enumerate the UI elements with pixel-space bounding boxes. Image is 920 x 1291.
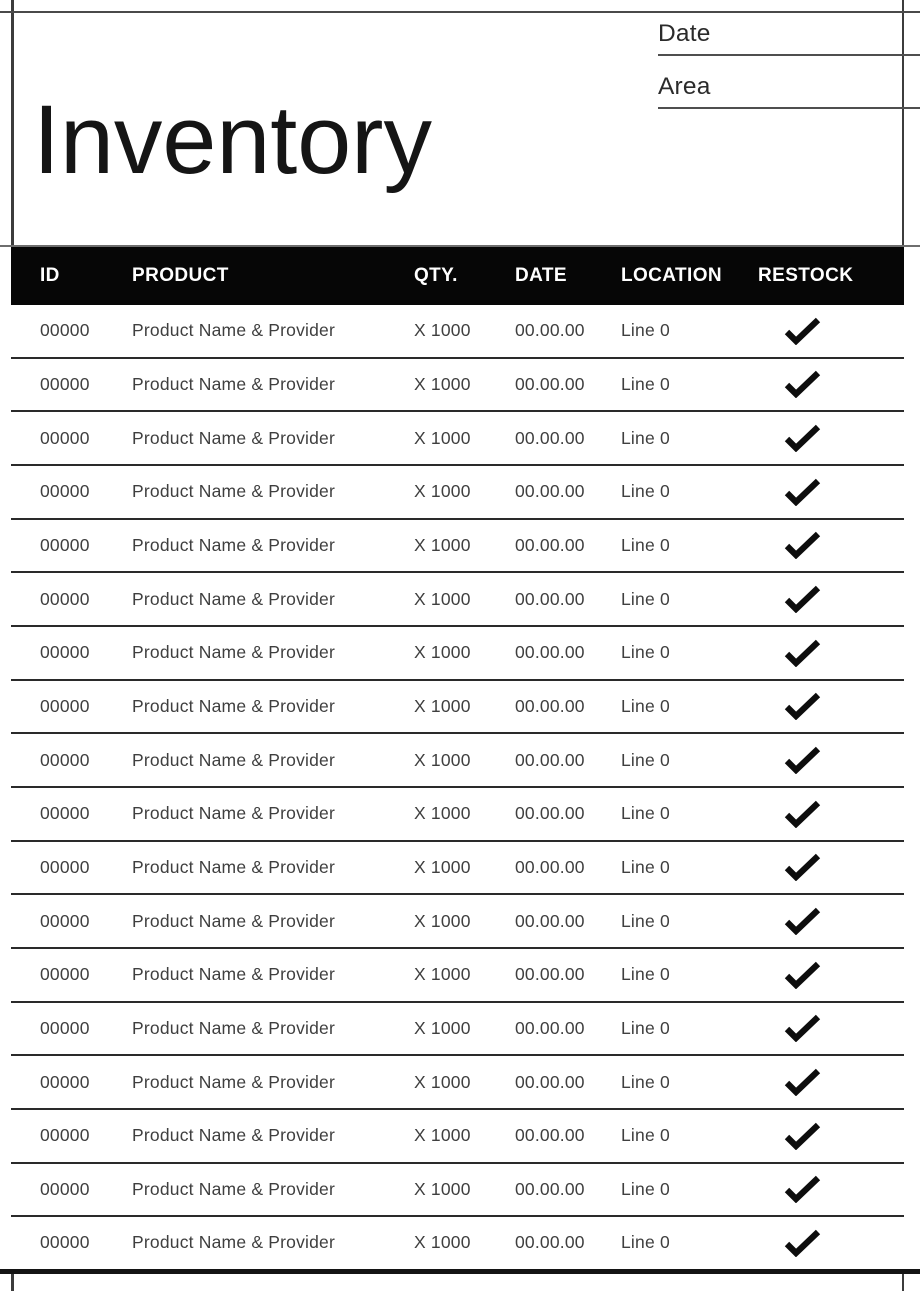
cell-qty: X 1000 [414, 910, 471, 931]
cell-restock[interactable] [758, 317, 904, 345]
table-row [11, 842, 904, 896]
cell-restock[interactable] [758, 746, 904, 774]
cell-id: 00000 [40, 1232, 90, 1253]
column-header-id: ID [40, 265, 60, 286]
cell-location: Line 0 [621, 1178, 670, 1199]
cell-restock[interactable] [758, 370, 904, 398]
table-row [11, 1217, 904, 1271]
cell-id: 00000 [40, 749, 90, 770]
cell-location: Line 0 [621, 910, 670, 931]
cell-location: Line 0 [621, 1071, 670, 1092]
cell-date: 00.00.00 [515, 856, 585, 877]
check-icon [784, 853, 821, 881]
cell-qty: X 1000 [414, 1232, 471, 1253]
cell-restock[interactable] [758, 1122, 904, 1150]
check-icon [784, 961, 821, 989]
cell-id: 00000 [40, 427, 90, 448]
cell-qty: X 1000 [414, 695, 471, 716]
cell-restock[interactable] [758, 692, 904, 720]
cell-location: Line 0 [621, 642, 670, 663]
cell-date: 00.00.00 [515, 373, 585, 394]
cell-qty: X 1000 [414, 320, 471, 341]
cell-restock[interactable] [758, 800, 904, 828]
cell-restock[interactable] [758, 1229, 904, 1257]
frame-line-top [0, 11, 920, 13]
column-header-qty: QTY. [414, 265, 458, 286]
date-field [658, 20, 920, 48]
cell-date: 00.00.00 [515, 964, 585, 985]
check-icon [784, 1122, 821, 1150]
cell-location: Line 0 [621, 1232, 670, 1253]
table-row [11, 681, 904, 735]
cell-date: 00.00.00 [515, 1017, 585, 1038]
table-row [11, 520, 904, 574]
cell-date: 00.00.00 [515, 481, 585, 502]
cell-id: 00000 [40, 373, 90, 394]
cell-restock[interactable] [758, 1068, 904, 1096]
check-icon [784, 1175, 821, 1203]
column-header-product: PRODUCT [132, 265, 229, 286]
cell-id: 00000 [40, 320, 90, 341]
cell-product: Product Name & Provider [132, 1071, 336, 1092]
cell-date: 00.00.00 [515, 749, 585, 770]
cell-qty: X 1000 [414, 534, 471, 555]
cell-qty: X 1000 [414, 1071, 471, 1092]
cell-product: Product Name & Provider [132, 856, 336, 877]
cell-qty: X 1000 [414, 749, 471, 770]
cell-product: Product Name & Provider [132, 910, 336, 931]
cell-qty: X 1000 [414, 964, 471, 985]
cell-qty: X 1000 [414, 1125, 471, 1146]
cell-id: 00000 [40, 910, 90, 931]
cell-product: Product Name & Provider [132, 1017, 336, 1038]
check-icon [784, 1068, 821, 1096]
check-icon [784, 639, 821, 667]
cell-location: Line 0 [621, 588, 670, 609]
cell-date: 00.00.00 [515, 534, 585, 555]
cell-id: 00000 [40, 1017, 90, 1038]
table-row [11, 1056, 904, 1110]
cell-restock[interactable] [758, 585, 904, 613]
cell-product: Product Name & Provider [132, 964, 336, 985]
cell-id: 00000 [40, 803, 90, 824]
cell-date: 00.00.00 [515, 1071, 585, 1092]
page-title: Inventory [33, 85, 432, 194]
check-icon [784, 800, 821, 828]
table-header-row [11, 247, 904, 305]
cell-id: 00000 [40, 1125, 90, 1146]
cell-date: 00.00.00 [515, 803, 585, 824]
check-icon [784, 531, 821, 559]
cell-date: 00.00.00 [515, 1232, 585, 1253]
cell-location: Line 0 [621, 803, 670, 824]
cell-restock[interactable] [758, 853, 904, 881]
check-icon [784, 1014, 821, 1042]
cell-qty: X 1000 [414, 427, 471, 448]
table-row [11, 412, 904, 466]
cell-id: 00000 [40, 1178, 90, 1199]
cell-id: 00000 [40, 964, 90, 985]
cell-product: Product Name & Provider [132, 320, 336, 341]
table-row [11, 1164, 904, 1218]
cell-qty: X 1000 [414, 588, 471, 609]
table-row [11, 949, 904, 1003]
cell-qty: X 1000 [414, 803, 471, 824]
table-row [11, 466, 904, 520]
table-row [11, 1110, 904, 1164]
cell-product: Product Name & Provider [132, 803, 336, 824]
cell-product: Product Name & Provider [132, 1178, 336, 1199]
cell-restock[interactable] [758, 1175, 904, 1203]
cell-qty: X 1000 [414, 1178, 471, 1199]
cell-product: Product Name & Provider [132, 695, 336, 716]
cell-id: 00000 [40, 1071, 90, 1092]
check-icon [784, 1229, 821, 1257]
cell-restock[interactable] [758, 1014, 904, 1042]
area-field [658, 73, 920, 101]
cell-id: 00000 [40, 534, 90, 555]
check-icon [784, 370, 821, 398]
check-icon [784, 746, 821, 774]
cell-qty: X 1000 [414, 1017, 471, 1038]
cell-qty: X 1000 [414, 481, 471, 502]
cell-id: 00000 [40, 642, 90, 663]
cell-date: 00.00.00 [515, 588, 585, 609]
cell-product: Product Name & Provider [132, 481, 336, 502]
cell-qty: X 1000 [414, 373, 471, 394]
cell-product: Product Name & Provider [132, 1125, 336, 1146]
table-body [11, 305, 904, 1271]
cell-restock[interactable] [758, 531, 904, 559]
table-row [11, 573, 904, 627]
cell-restock[interactable] [758, 424, 904, 452]
cell-qty: X 1000 [414, 642, 471, 663]
area-label: Area [658, 73, 711, 100]
table-row [11, 788, 904, 842]
cell-date: 00.00.00 [515, 695, 585, 716]
cell-date: 00.00.00 [515, 427, 585, 448]
cell-location: Line 0 [621, 1125, 670, 1146]
cell-location: Line 0 [621, 1017, 670, 1038]
cell-date: 00.00.00 [515, 1125, 585, 1146]
cell-location: Line 0 [621, 481, 670, 502]
cell-id: 00000 [40, 481, 90, 502]
table-row [11, 305, 904, 359]
check-icon [784, 478, 821, 506]
cell-location: Line 0 [621, 964, 670, 985]
cell-location: Line 0 [621, 749, 670, 770]
check-icon [784, 907, 821, 935]
cell-location: Line 0 [621, 320, 670, 341]
inventory-table [11, 247, 904, 1271]
check-icon [784, 317, 821, 345]
table-row [11, 734, 904, 788]
cell-product: Product Name & Provider [132, 373, 336, 394]
area-input-line[interactable] [658, 107, 920, 109]
cell-date: 00.00.00 [515, 642, 585, 663]
column-header-location: LOCATION [621, 265, 723, 286]
cell-product: Product Name & Provider [132, 588, 336, 609]
table-row [11, 1003, 904, 1057]
cell-date: 00.00.00 [515, 320, 585, 341]
cell-location: Line 0 [621, 856, 670, 877]
cell-restock[interactable] [758, 478, 904, 506]
cell-product: Product Name & Provider [132, 1232, 336, 1253]
cell-product: Product Name & Provider [132, 749, 336, 770]
check-icon [784, 424, 821, 452]
cell-product: Product Name & Provider [132, 642, 336, 663]
column-header-date: DATE [515, 265, 567, 286]
cell-restock[interactable] [758, 639, 904, 667]
date-label: Date [658, 20, 711, 47]
table-row [11, 359, 904, 413]
table-row [11, 895, 904, 949]
cell-date: 00.00.00 [515, 910, 585, 931]
column-header-restock: RESTOCK [758, 265, 854, 286]
cell-restock[interactable] [758, 961, 904, 989]
cell-id: 00000 [40, 695, 90, 716]
cell-id: 00000 [40, 856, 90, 877]
check-icon [784, 585, 821, 613]
table-row [11, 627, 904, 681]
date-input-line[interactable] [658, 54, 920, 56]
cell-location: Line 0 [621, 534, 670, 555]
cell-restock[interactable] [758, 907, 904, 935]
cell-location: Line 0 [621, 695, 670, 716]
cell-location: Line 0 [621, 427, 670, 448]
cell-date: 00.00.00 [515, 1178, 585, 1199]
cell-location: Line 0 [621, 373, 670, 394]
cell-id: 00000 [40, 588, 90, 609]
cell-qty: X 1000 [414, 856, 471, 877]
cell-product: Product Name & Provider [132, 427, 336, 448]
check-icon [784, 692, 821, 720]
cell-product: Product Name & Provider [132, 534, 336, 555]
bottom-rule [0, 1269, 920, 1274]
